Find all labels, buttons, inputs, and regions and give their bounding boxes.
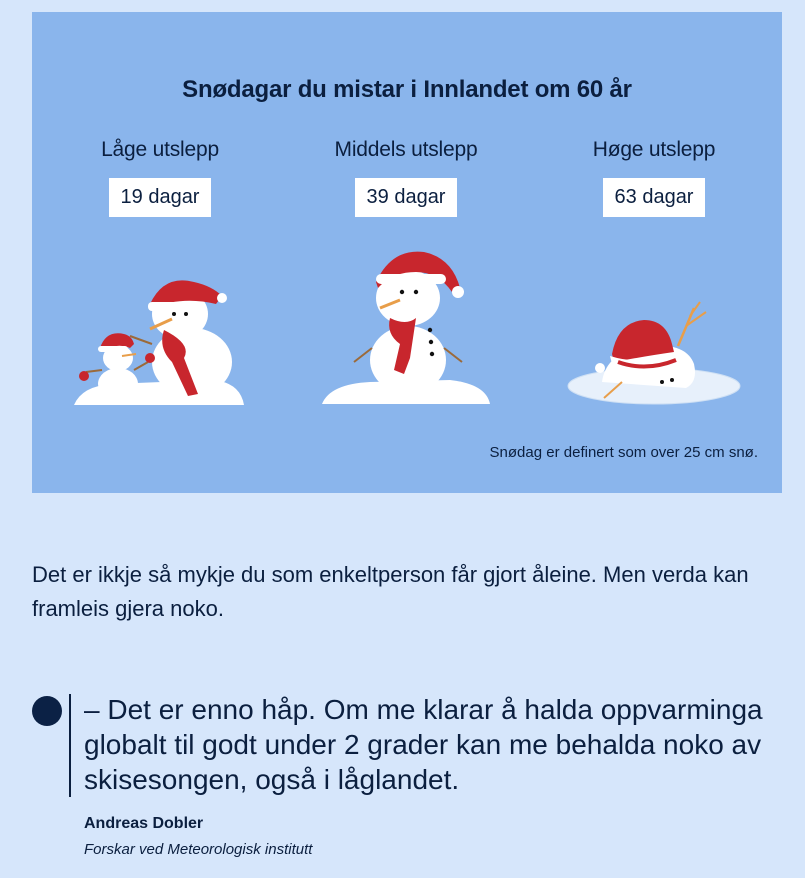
quote-bullet-icon — [32, 696, 62, 726]
snowman-family-illustration — [72, 274, 248, 408]
quote-divider — [69, 694, 71, 797]
quote-author: Andreas Dobler — [84, 815, 204, 832]
scenario-label: Låge utslepp — [101, 138, 219, 161]
scenario-days-badge: 19 dagar — [109, 178, 212, 217]
snow-day-definition-note: Snødag er definert som over 25 cm snø. — [489, 444, 758, 461]
snowman-illustration — [320, 248, 492, 408]
scenario-label: Middels utslepp — [334, 138, 478, 161]
article-paragraph: Det er ikkje så mykje du som enkeltperson får gjort åleine. Men verda kan framleis gjera noko. — [32, 562, 749, 621]
scenario-high-emissions — [534, 138, 774, 217]
scenario-days-badge: 63 dagar — [603, 178, 706, 217]
scenario-label: Høge utslepp — [592, 138, 716, 161]
infographic-title: Snødagar du mistar i Innlandet om 60 år — [182, 76, 632, 103]
snow-days-infographic — [32, 12, 782, 493]
scenario-medium-emissions — [286, 138, 526, 217]
scenario-days-badge: 39 dagar — [355, 178, 458, 217]
quote-author-role: Forskar ved Meteorologisk institutt — [84, 841, 313, 858]
melted-snowman-illustration — [566, 286, 742, 410]
quote-text: – Det er enno håp. Om me klarar å halda oppvarminga globalt til godt under 2 grader kan me behalda noko av skisesongen, også i låglandet. — [84, 694, 763, 795]
scenario-low-emissions — [40, 138, 280, 217]
